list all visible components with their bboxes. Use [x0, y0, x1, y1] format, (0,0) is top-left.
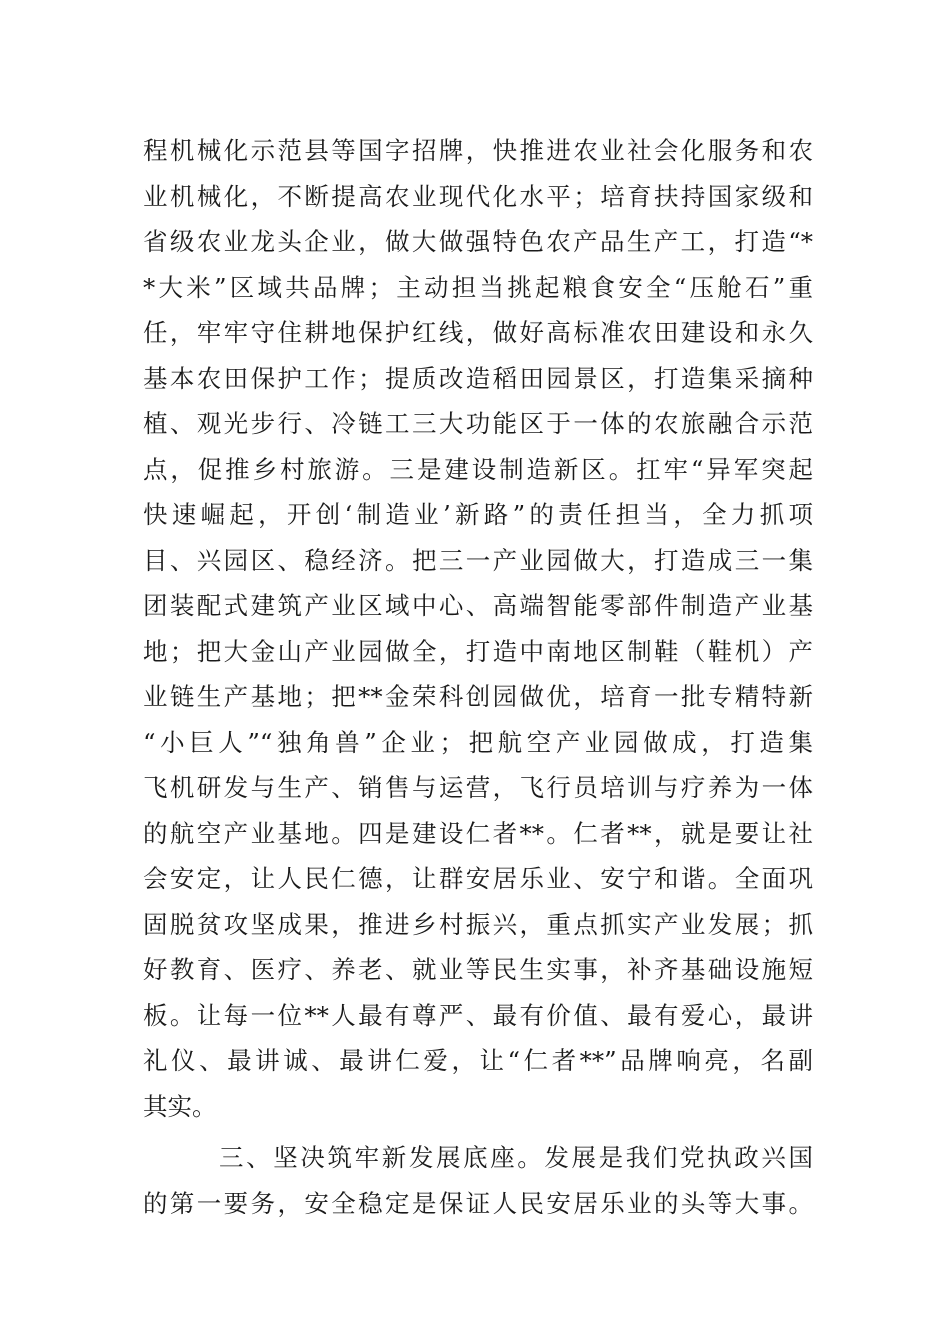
text-line: 好教育、医疗、养老、就业等民生实事，补齐基础设施短 [143, 955, 813, 984]
text-line: 其实。 [143, 1091, 217, 1121]
paragraph-2 [143, 1135, 813, 1226]
text-line: 基本农田保护工作；提质改造稻田园景区，打造集采摘种 [143, 363, 813, 393]
text-line: 的航空产业基地。四是建设仁者**。仁者**，就是要让社 [143, 818, 813, 848]
text-line: 业链生产基地；把**金荣科创园做优，培育一批专精特新 [143, 682, 813, 711]
text-line: 任，牢牢守住耕地保护红线，做好高标准农田建设和永久 [143, 318, 813, 347]
text-line: 快速崛起，开创‘制造业’新路”的责任担当，全力抓项 [143, 500, 813, 529]
paragraph-1 [143, 128, 813, 1129]
text-line: 业机械化，不断提高农业现代化水平；培育扶持国家级和 [143, 181, 813, 211]
text-line: 的第一要务，安全稳定是保证人民安居乐业的头等大事。 [143, 1188, 813, 1218]
text-line: 点，促推乡村旅游。三是建设制造新区。扛牢“异军突起 [143, 454, 813, 484]
text-line: 飞机研发与生产、销售与运营，飞行员培训与疗养为一体 [143, 773, 813, 802]
text-line: 固脱贫攻坚成果，推进乡村振兴，重点抓实产业发展；抓 [143, 909, 813, 939]
text-line: 板。让每一位**人最有尊严、最有价值、最有爱心，最讲 [143, 1000, 813, 1030]
text-line: *大米”区域共品牌；主动担当挑起粮食安全“压舱石”重 [143, 272, 813, 302]
text-line: 地；把大金山产业园做全，打造中南地区制鞋（鞋机）产 [143, 636, 813, 666]
section-heading-line: 三、坚决筑牢新发展底座。发展是我们党执政兴国 [219, 1143, 813, 1172]
text-line: 程机械化示范县等国字招牌，快推进农业社会化服务和农 [143, 136, 813, 165]
document-body [143, 128, 813, 1226]
text-line: “小巨人”“独角兽”企业；把航空产业园做成，打造集 [143, 727, 813, 757]
text-line: 植、观光步行、冷链工三大功能区于一体的农旅融合示范 [143, 409, 813, 438]
text-line: 礼仪、最讲诚、最讲仁爱，让“仁者**”品牌响亮，名副 [143, 1046, 813, 1075]
text-line: 目、兴园区、稳经济。把三一产业园做大，打造成三一集 [143, 545, 813, 575]
text-line: 团装配式建筑产业区域中心、高端智能零部件制造产业基 [143, 591, 813, 620]
text-line: 会安定，让人民仁德，让群安居乐业、安宁和谐。全面巩 [143, 864, 813, 893]
text-line: 省级农业龙头企业，做大做强特色农产品生产工，打造“* [143, 227, 813, 256]
